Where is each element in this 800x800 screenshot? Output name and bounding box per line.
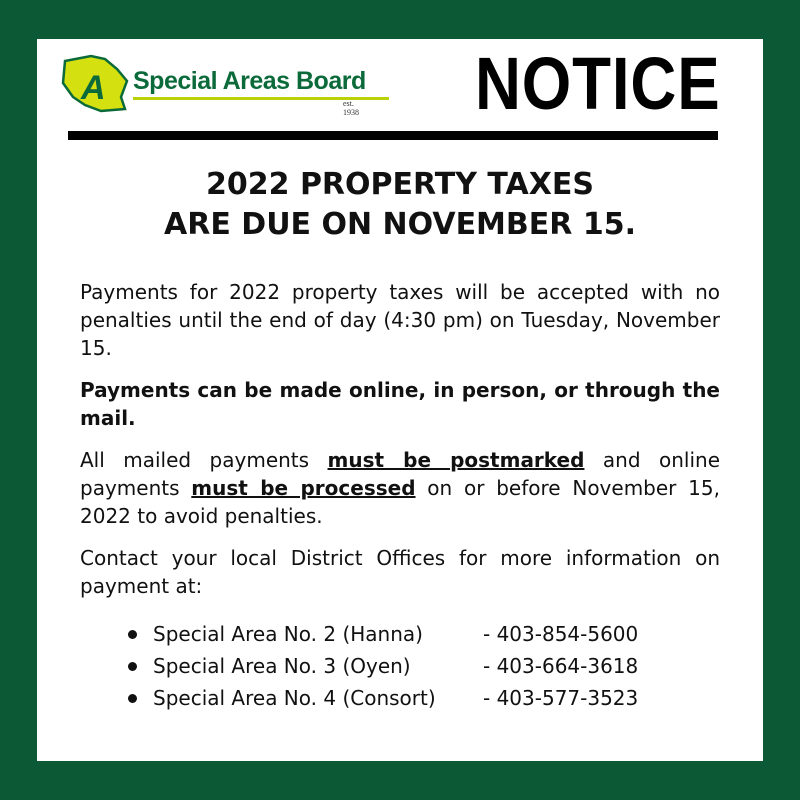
office-name: Special Area No. 2 (Hanna) [153, 622, 423, 646]
headline-line-1: 2022 PROPERTY TAXES [206, 167, 594, 202]
payment-deadline-paragraph: Payments for 2022 property taxes will be accepted with no penalties until the end of day (4:30 pm) on Tuesday, November 15. [80, 280, 720, 360]
logo-shape-icon [61, 53, 131, 113]
postmark-text-2: and online payments [80, 448, 720, 500]
office-phone: - 403-854-5600 [483, 622, 639, 646]
list-item [128, 650, 720, 682]
logo-est: est. 1938 [343, 99, 359, 117]
payment-methods-paragraph: Payments can be made online, in person, or through the mail. [80, 378, 720, 430]
logo-name: Special Areas Board [133, 67, 366, 95]
bullet-icon [128, 630, 137, 639]
office-name: Special Area No. 4 (Consort) [153, 686, 436, 710]
processed-emphasis: must be processed [191, 476, 416, 500]
header-rule [68, 131, 718, 140]
bullet-icon [128, 694, 137, 703]
office-phone: - 403-577-3523 [483, 686, 639, 710]
district-offices-list [128, 618, 720, 714]
postmark-text-3: on or before November 15, 2022 to avoid penalties. [80, 476, 720, 528]
notice-heading: NOTICE [475, 42, 721, 125]
logo-letter: A [81, 69, 106, 107]
postmark-paragraph [80, 446, 720, 530]
list-item [128, 618, 720, 650]
postmark-emphasis: must be postmarked [327, 448, 585, 472]
contact-paragraph: Contact your local District Offices for more information on payment at: [80, 546, 720, 598]
notice-body [80, 278, 720, 714]
office-phone: - 403-664-3618 [483, 654, 639, 678]
list-item [128, 682, 720, 714]
postmark-text-1: All mailed payments [80, 448, 328, 472]
special-areas-board-logo [61, 53, 366, 117]
headline [37, 165, 763, 245]
notice-sheet [37, 39, 763, 761]
headline-line-2: ARE DUE ON NOVEMBER 15. [164, 207, 636, 242]
bullet-icon [128, 662, 137, 671]
office-name: Special Area No. 3 (Oyen) [153, 654, 411, 678]
